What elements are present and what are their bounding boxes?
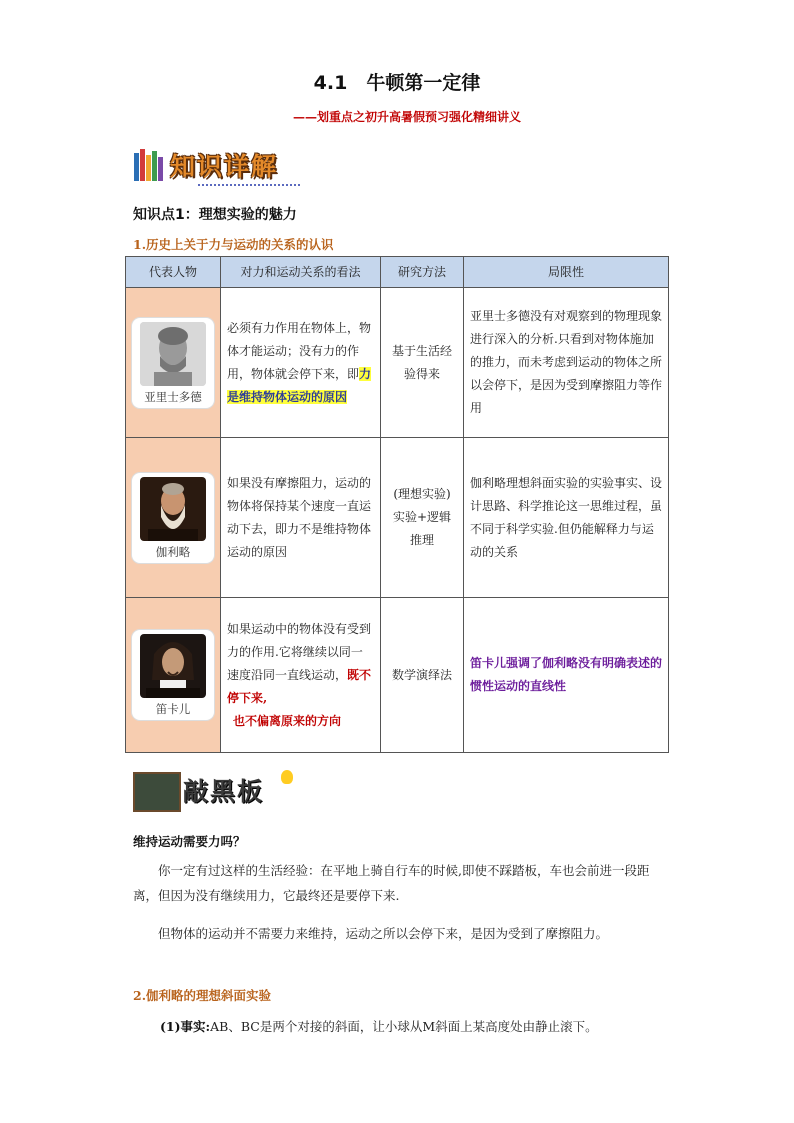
galileo-portrait-image <box>140 477 206 541</box>
method-cell: 基于生活经验得来 <box>381 288 464 438</box>
table-row <box>126 598 669 753</box>
table-header: 局限性 <box>464 257 669 288</box>
person-name: 亚里士多德 <box>144 389 202 404</box>
subsection-heading-1: 1.历史上关于力与运动的关系的认识 <box>133 237 334 252</box>
method-cell: 数学演绎法 <box>381 598 464 753</box>
descartes-portrait-image <box>140 634 206 698</box>
table-row <box>126 438 669 598</box>
blackboard-badge <box>133 768 303 812</box>
question-heading: 维持运动需要力吗？ <box>133 834 246 849</box>
wave-decoration <box>198 178 300 186</box>
fact-text: AB、BC是两个对接的斜面，让小球从M斜面上某高度处由静止滚下。 <box>210 1019 598 1034</box>
view-highlight: 力是维持物体运动的原因 <box>227 366 372 404</box>
table-header: 对力和运动关系的看法 <box>221 257 381 288</box>
view-cell: 如果没有摩擦阻力，运动的物体将保持某个速度一直运动下去，即力不是维持物体运动的原因 <box>221 438 381 598</box>
view-text: 必须有力作用在物体上，物体才能运动；没有力的作用，物体就会停下来，即 <box>227 320 372 381</box>
knowledge-badge <box>132 145 312 187</box>
portrait-descartes <box>132 630 214 720</box>
blackboard-badge-label: 敲黑板 <box>183 777 265 806</box>
view-red-text: 也不偏离原来的方向 <box>233 713 342 728</box>
portrait-aristotle <box>132 318 214 408</box>
paragraph: 你一定有过这样的生活经验：在平地上骑自行车的时候,即使不踩踏板，车也会前进一段距离，但因为没有继续用力，它最终还是要停下来. <box>133 863 650 903</box>
portrait-cell <box>126 438 221 598</box>
view-cell <box>221 288 381 438</box>
knowledge-point-heading: 知识点1：理想实验的魅力 <box>133 207 297 223</box>
lightbulb-icon <box>281 770 293 784</box>
table-header-row <box>126 257 669 288</box>
person-name: 笛卡儿 <box>155 702 191 716</box>
view-text: 如果运动中的物体没有受到力的作用.它将继续以同一速度沿同一直线运动， <box>227 621 372 682</box>
fact-label: (1)事实: <box>160 1019 211 1034</box>
limitation-cell: 笛卡儿强调了伽利略没有明确表述的惯性运动的直线性 <box>464 598 669 753</box>
table-header: 代表人物 <box>126 257 221 288</box>
portrait-cell <box>126 288 221 438</box>
aristotle-bust-image <box>140 322 206 386</box>
person-name: 伽利略 <box>155 544 191 559</box>
paragraph: 但物体的运动并不需要力来维持，运动之所以会停下来，是因为受到了摩擦阻力。 <box>158 926 609 941</box>
view-cell <box>221 598 381 753</box>
fact-line <box>160 1017 598 1035</box>
history-table <box>125 256 669 753</box>
table-header: 研究方法 <box>381 257 464 288</box>
portrait-cell <box>126 598 221 753</box>
limitation-cell: 亚里士多德没有对观察到的物理现象进行深入的分析.只看到对物体施加的推力，而未考虑到运动的物体之所以会停下，是因为受到摩擦阻力等作用 <box>464 288 669 438</box>
blackboard-icon <box>133 772 181 812</box>
page-title: 4.1 牛顿第一定律 <box>313 72 481 94</box>
knowledge-badge-label: 知识详解 <box>170 152 279 181</box>
view-red-text: 既不停下来, <box>227 667 372 705</box>
limitation-cell: 伽利略理想斜面实验的实验事实、设计思路、科学推论这一思维过程，虽不同于科学实验.但仍能解释力与运动的关系 <box>464 438 669 598</box>
page-subtitle: ——划重点之初升高暑假预习强化精细讲义 <box>292 110 521 124</box>
method-line: (理想实验) <box>393 487 451 501</box>
portrait-galileo <box>132 473 214 563</box>
method-line: 实验+逻辑推理 <box>392 510 452 547</box>
subsection-heading-2: 2.伽利略的理想斜面实验 <box>133 988 272 1003</box>
method-cell <box>381 438 464 598</box>
table-row <box>126 288 669 438</box>
